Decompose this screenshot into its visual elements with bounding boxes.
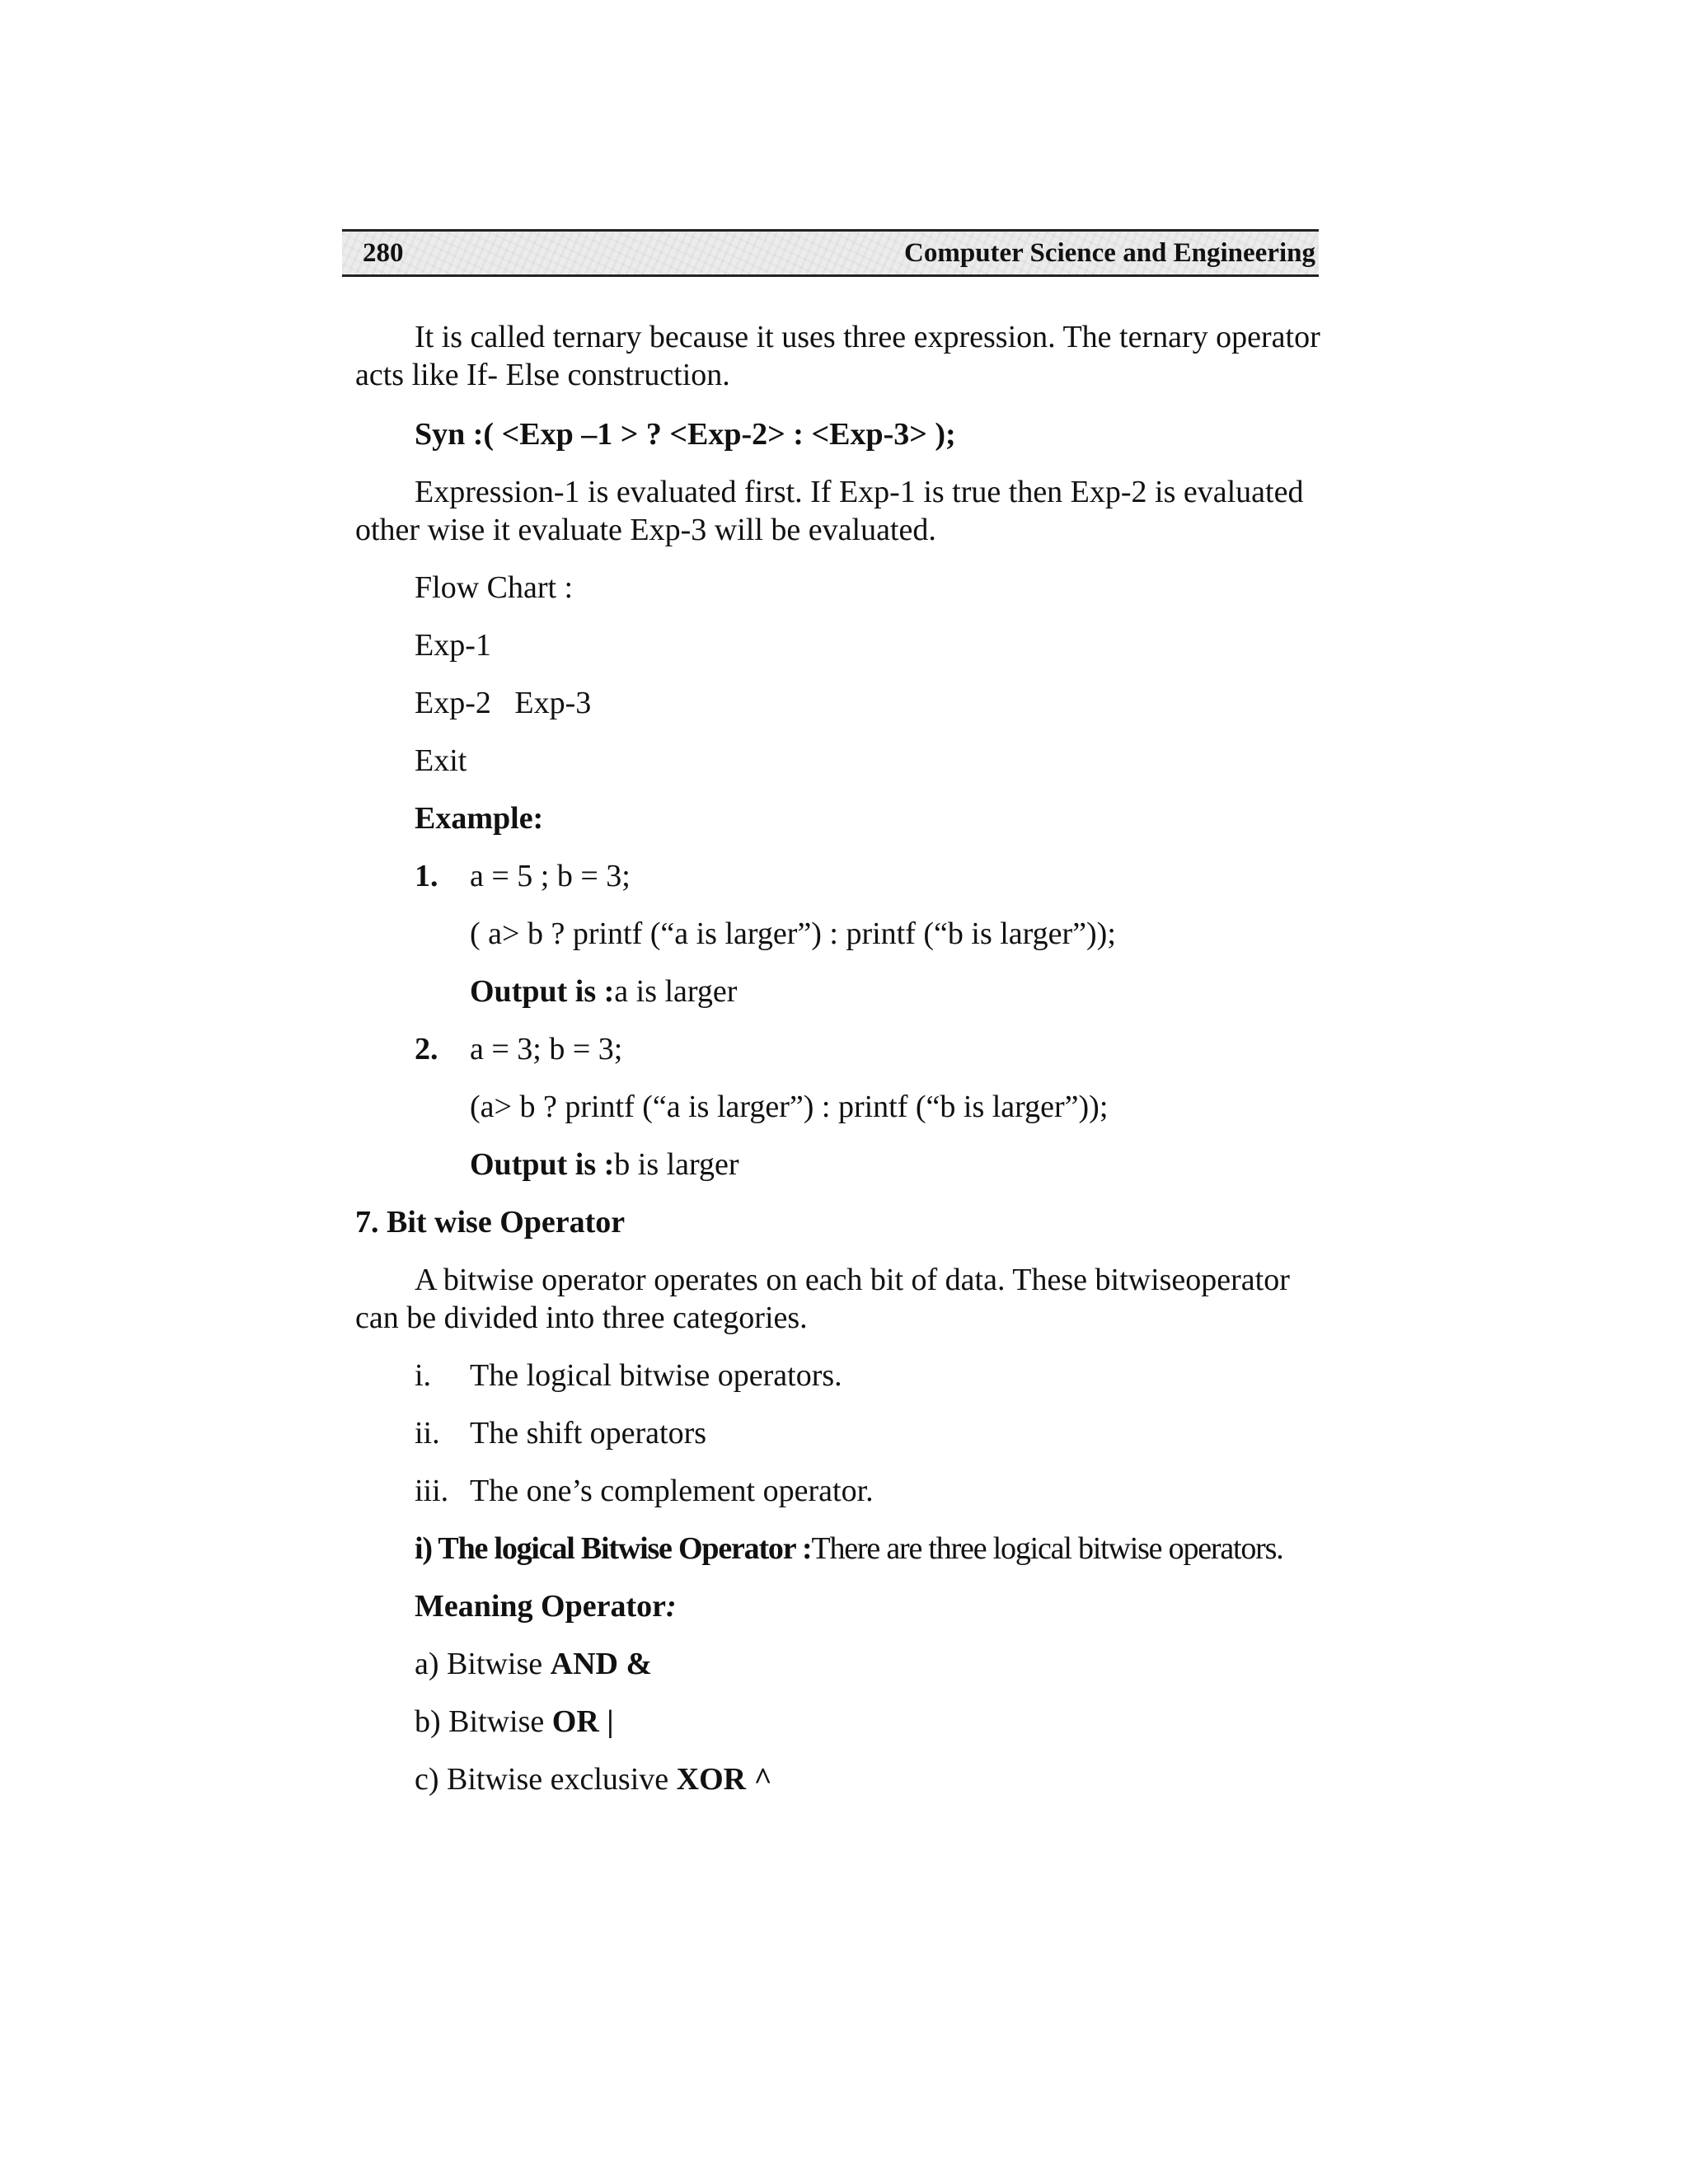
meaning-operator-label — [415, 1587, 677, 1625]
example-assign: a = 3; b = 3; — [470, 1032, 623, 1066]
section-heading: 7. Bit wise Operator — [355, 1205, 626, 1240]
meaning-colon: : — [666, 1589, 677, 1624]
section-para-line-2: can be divided into three categories. — [355, 1301, 808, 1335]
flow-exit: Exit — [415, 743, 467, 778]
operator-item — [415, 1760, 772, 1798]
operator-symbol: OR | — [551, 1704, 614, 1739]
operator-item — [415, 1645, 652, 1683]
example-code: ( a> b ? printf (“a is larger”) : printf (“b is larger”)); — [470, 916, 1116, 951]
operator-name: b) Bitwise — [415, 1704, 552, 1739]
section-para-line-1: A bitwise operator operates on each bit of data. These bitwiseoperator — [415, 1263, 1290, 1297]
page-number: 280 — [363, 238, 404, 268]
running-header — [342, 229, 1319, 277]
meaning-label: Meaning Operator — [415, 1589, 667, 1624]
example-number: 2. — [415, 1032, 438, 1066]
output-label: Output is : — [470, 1147, 615, 1182]
syntax-line: Syn :( <Exp –1 > ? <Exp-2> : <Exp-3> ); — [415, 417, 956, 452]
output-value: b is larger — [614, 1147, 739, 1182]
logical-heading: i) The logical Bitwise Operator : — [415, 1531, 812, 1566]
category-marker: i. — [415, 1358, 432, 1393]
flow-exp1: Exp-1 — [415, 628, 491, 663]
category-text: The one’s complement operator. — [470, 1474, 874, 1508]
example-number: 1. — [415, 859, 438, 893]
category-marker: iii. — [415, 1474, 449, 1508]
example-heading: Example: — [415, 801, 544, 836]
output-value: a is larger — [614, 974, 738, 1009]
operator-symbol: AND & — [550, 1647, 653, 1681]
intro-line-1: It is called ternary because it uses three expression. The ternary operator — [415, 320, 1320, 354]
operator-name: c) Bitwise exclusive — [415, 1762, 677, 1797]
example-output — [470, 1146, 739, 1183]
example-assign: a = 5 ; b = 3; — [470, 859, 631, 893]
example-output — [470, 972, 737, 1010]
operator-item — [415, 1703, 614, 1741]
category-text: The logical bitwise operators. — [470, 1358, 842, 1393]
output-label: Output is : — [470, 974, 615, 1009]
running-title: Computer Science and Engineering — [904, 238, 1315, 268]
logical-line — [415, 1530, 1283, 1568]
operator-symbol: XOR ^ — [676, 1762, 772, 1797]
operator-name: a) Bitwise — [415, 1647, 551, 1681]
category-marker: ii. — [415, 1416, 440, 1451]
evaluation-line-1: Expression-1 is evaluated first. If Exp-1 is true then Exp-2 is evaluated — [415, 475, 1304, 509]
flow-exp2-exp3: Exp-2 Exp-3 — [415, 686, 592, 720]
evaluation-line-2: other wise it evaluate Exp-3 will be evaluated. — [355, 513, 936, 547]
category-text: The shift operators — [470, 1416, 707, 1451]
logical-text: There are three logical bitwise operators. — [811, 1531, 1283, 1566]
flow-chart-label: Flow Chart : — [415, 570, 574, 605]
intro-line-2: acts like If- Else construction. — [355, 358, 730, 392]
example-code: (a> b ? printf (“a is larger”) : printf (“b is larger”)); — [470, 1090, 1109, 1124]
